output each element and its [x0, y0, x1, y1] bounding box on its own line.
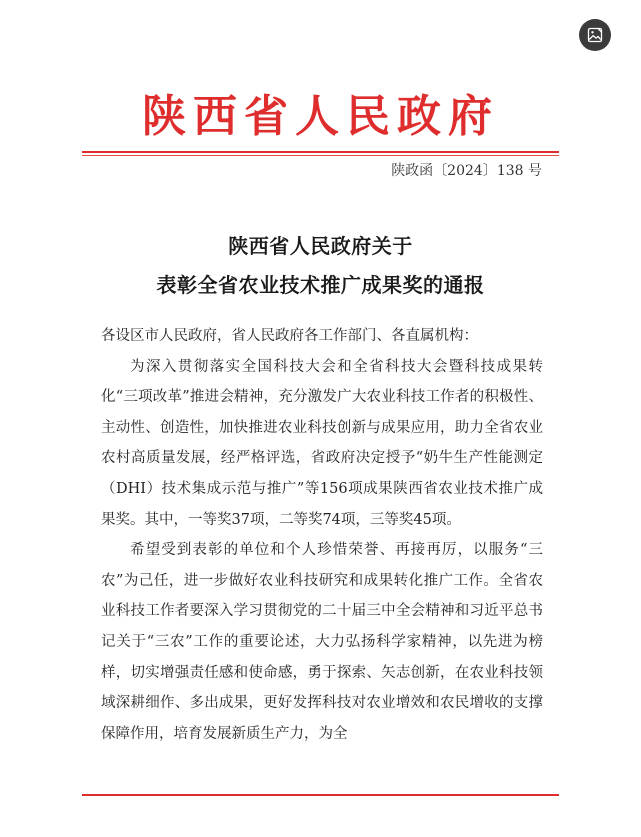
document-body: [101, 321, 543, 749]
document-title-line-2: 表彰全省农业技术推广成果奖的通报: [156, 273, 485, 297]
document-number: 陕政函〔2024〕138 号: [391, 163, 542, 179]
document-title-line-1: 陕西省人民政府关于: [228, 234, 413, 258]
image-view-button[interactable]: [579, 19, 611, 51]
footer-red-rule: [82, 794, 559, 796]
header-red-rule-thin: [82, 155, 559, 156]
issuing-authority-title: 陕西省人民政府: [142, 91, 499, 142]
body-paragraph-2: 希望受到表彰的单位和个人珍惜荣誉、再接再厉，以服务“三农”为己任，进一步做好农业科技研究和成果转化推广工作。全省农业科技工作者要深入学习贯彻党的二十届三中全会精神和习近平总书记关于“三农”工作的重要论述，大力弘扬科学家精神，以先进为榜样，切实增强责任感和使命感，勇于探索、矢志创新，在农业科技领域深耕细作、多出成果，更好发挥科技对农业增效和农民增收的支撑保障作用，培育发展新质生产力，为全: [101, 542, 543, 742]
header-red-rule: [82, 151, 559, 153]
image-icon: [587, 27, 603, 43]
salutation: 各设区市人民政府，省人民政府各工作部门、各直属机构：: [101, 328, 478, 344]
body-paragraph-1: 为深入贯彻落实全国科技大会和全省科技大会暨科技成果转化“三项改革”推进会精神，充分激发广大农业科技工作者的积极性、主动性、创造性，加快推进农业科技创新与成果应用，助力全省农业农村高质量发展，经严格评选，省政府决定授予“奶牛生产性能测定（DHI）技术集成示范与推广”等156项成果陕西省农业技术推广成果奖。其中，一等奖37项，二等奖74项，三等奖45项。: [101, 358, 543, 528]
